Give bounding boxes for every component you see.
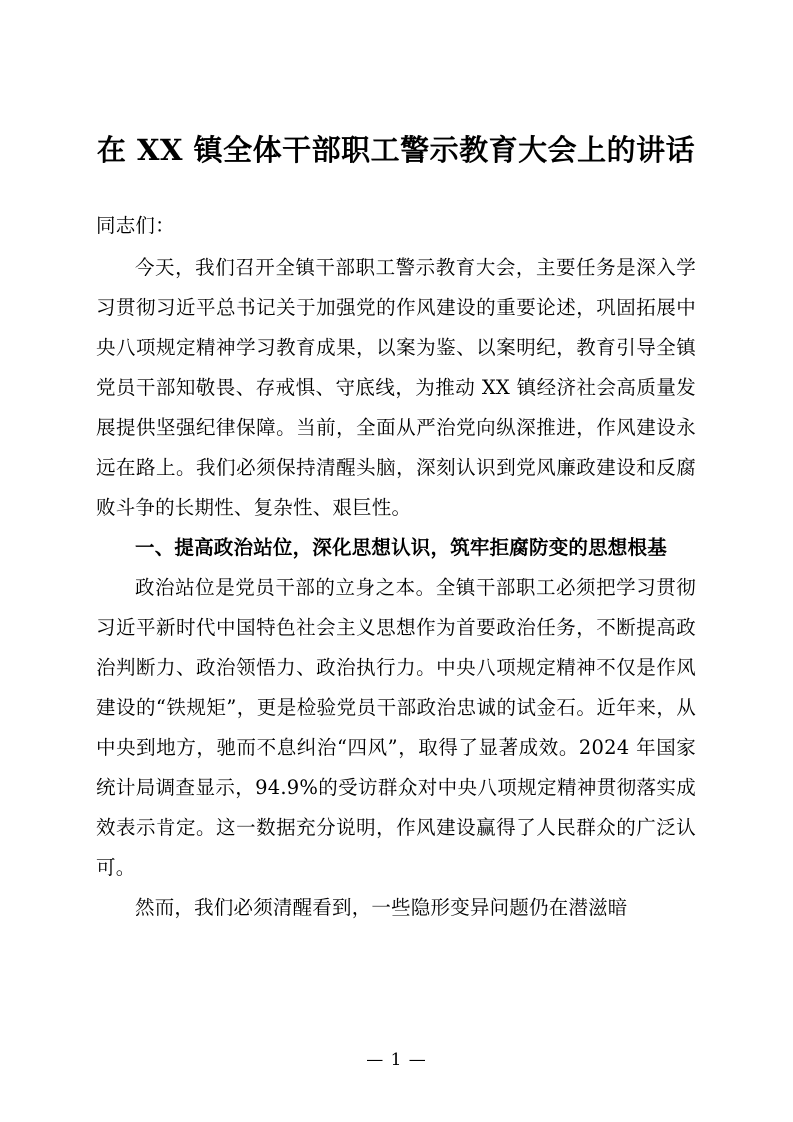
page-number: — 1 — [366,1050,427,1070]
page-title: 在 XX 镇全体干部职工警示教育大会上的讲话 [96,133,696,167]
document-body [96,128,696,928]
paragraph-section1-2: 然而，我们必须清醒看到，一些隐形变异问题仍在潜滋暗 [135,896,628,919]
salutation: 同志们： [96,214,175,237]
section-heading-1: 一、提高政治站位，深化思想认识，筑牢拒腐防变的思想根基 [135,536,667,559]
paragraph-opening: 今天，我们召开全镇干部职工警示教育大会，主要任务是深入学习贯彻习近平总书记关于加强党的作风建设的重要论述，巩固拓展中央八项规定精神学习教育成果，以案为鉴、以案明纪，教育引导全镇党员干部知敬畏、存戒惧、守底线，为推动 XX 镇经济社会高质量发展提供坚强纪律保障。当前，全面从严治党向纵深推进，作风建设永远在路上。我们必须保持清醒头脑，深刻认识到党风廉政建设和反腐败斗争的长期性、复杂性、艰巨性。 [96,256,696,519]
paragraph-section1-1: 政治站位是党员干部的立身之本。全镇干部职工必须把学习贯彻习近平新时代中国特色社会主义思想作为首要政治任务，不断提高政治判断力、政治领悟力、政治执行力。中央八项规定精神不仅是作风建设的“铁规矩”，更是检验党员干部政治忠诚的试金石。近年来，从中央到地方，驰而不息纠治“四风”，取得了显著成效。2024 年国家统计局调查显示，94.9%的受访群众对中央八项规定精神贯彻落实成效表示肯定。这一数据充分说明，作风建设赢得了人民群众的广泛认可。 [96,576,696,879]
